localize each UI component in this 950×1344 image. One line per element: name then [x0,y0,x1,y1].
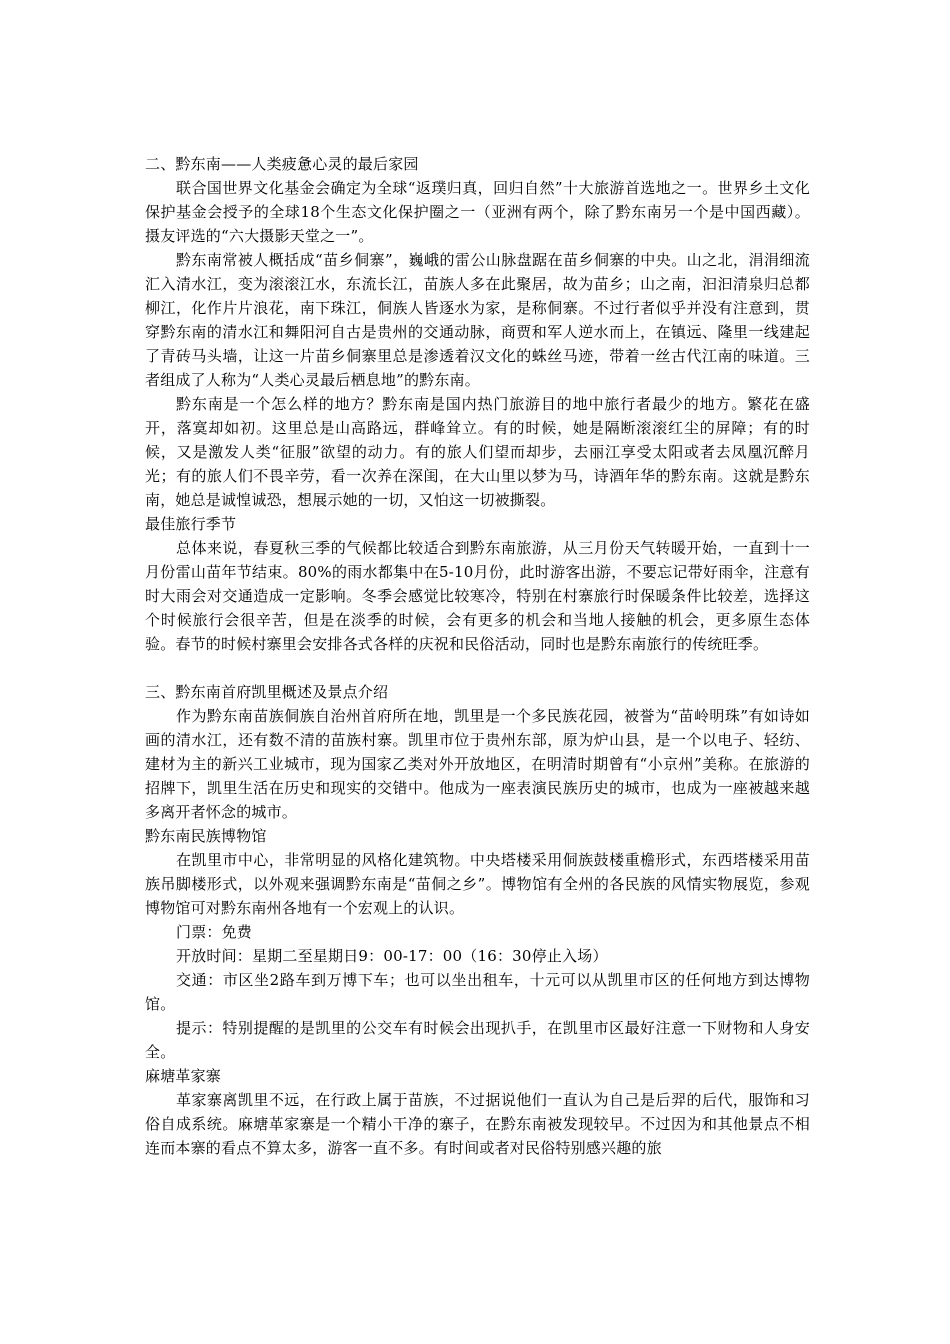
section-heading-2: 二、黔东南——人类疲惫心灵的最后家园 [145,155,419,173]
document-page [145,152,810,1160]
museum-tip: 提示：特别提醒的是凯里的公交车有时候会出现扒手，在凯里市区最好注意一下财物和人身安全。 [145,1019,810,1061]
museum-transport: 交通：市区坐2路车到万博下车；也可以坐出租车，十元可以从凯里市区的任何地方到达博物馆。 [145,971,810,1013]
subheading-best-season: 最佳旅行季节 [145,515,237,533]
paragraph: 黔东南是一个怎么样的地方？黔东南是国内热门旅游目的地中旅行者最少的地方。繁花在盛开，落寞却如初。这里总是山高路远，群峰耸立。有的时候，她是隔断滚滚红尘的屏障；有的时候，又是激发人类“征服”欲望的动力。有的旅人们望而却步，去丽江享受太阳或者去凤凰沉醉月光；有的旅人们不畏辛劳，看一次养在深闺，在大山里以梦为马，诗酒年华的黔东南。这就是黔东南，她总是诚惶诚恐，想展示她的一切，又怕这一切被撕裂。 [145,395,810,509]
paragraph: 联合国世界文化基金会确定为全球“返璞归真，回归自然”十大旅游首选地之一。世界乡土文化保护基金会授予的全球18个生态文化保护圈之一（亚洲有两个，除了黔东南另一个是中国西藏）。摄友评选的“六大摄影天堂之一”。 [145,179,810,245]
paragraph: 在凯里市中心，非常明显的风格化建筑物。中央塔楼采用侗族鼓楼重檐形式，东西塔楼采用苗族吊脚楼形式，以外观来强调黔东南是“苗侗之乡”。博物馆有全州的各民族的风情实物展览，参观博物馆可对黔东南州各地有一个宏观上的认识。 [145,851,810,917]
blank-line [145,656,810,680]
subheading-matang: 麻塘革家寨 [145,1067,222,1085]
museum-ticket: 门票：免费 [176,923,253,941]
paragraph: 革家寨离凯里不远，在行政上属于苗族，不过据说他们一直认为自己是后羿的后代，服饰和习俗自成系统。麻塘革家寨是一个精小干净的寨子，在黔东南被发现较早。不过因为和其他景点不相连而本寨的看点不算太多，游客一直不多。有时间或者对民俗特别感兴趣的旅 [145,1091,810,1157]
subheading-museum: 黔东南民族博物馆 [145,827,267,845]
paragraph: 黔东南常被人概括成“苗乡侗寨”，巍峨的雷公山脉盘踞在苗乡侗寨的中央。山之北，涓涓细流汇入清水江，变为滚滚江水，东流长江，苗族人多在此聚居，故为苗乡；山之南，汩汩清泉归总都柳江，化作片片浪花，南下珠江，侗族人皆逐水为家，是称侗寨。不过行者似乎并没有注意到，贯穿黔东南的清水江和舞阳河自古是贵州的交通动脉，商贾和军人逆水而上，在镇远、隆里一线建起了青砖马头墙，让这一片苗乡侗寨里总是渗透着汉文化的蛛丝马迹，带着一丝古代江南的味道。三者组成了人称为“人类心灵最后栖息地”的黔东南。 [145,251,810,389]
paragraph: 总体来说，春夏秋三季的气候都比较适合到黔东南旅游，从三月份天气转暖开始，一直到十一月份雷山苗年节结束。80%的雨水都集中在5-10月份，此时游客出游，不要忘记带好雨伞，注意有时大雨会对交通造成一定影响。冬季会感觉比较寒冷，特别在村寨旅行时保暖条件比较差，选择这个时候旅行会很辛苦，但是在淡季的时候，会有更多的机会和当地人接触的机会，更多原生态体验。春节的时候村寨里会安排各式各样的庆祝和民俗活动，同时也是黔东南旅行的传统旺季。 [145,539,810,653]
paragraph: 作为黔东南苗族侗族自治州首府所在地，凯里是一个多民族花园，被誉为“苗岭明珠”有如诗如画的清水江，还有数不清的苗族村寨。凯里市位于贵州东部，原为炉山县，是一个以电子、轻纺、建材为主的新兴工业城市，现为国家乙类对外开放地区，在明清时期曾有“小京州”美称。在旅游的招牌下，凯里生活在历史和现实的交错中。他成为一座表演民族历史的城市，也成为一座被越来越多离开者怀念的城市。 [145,707,810,821]
museum-hours: 开放时间：星期二至星期日9：00-17：00（16：30停止入场） [176,947,608,965]
section-heading-3: 三、黔东南首府凯里概述及景点介绍 [145,683,389,701]
